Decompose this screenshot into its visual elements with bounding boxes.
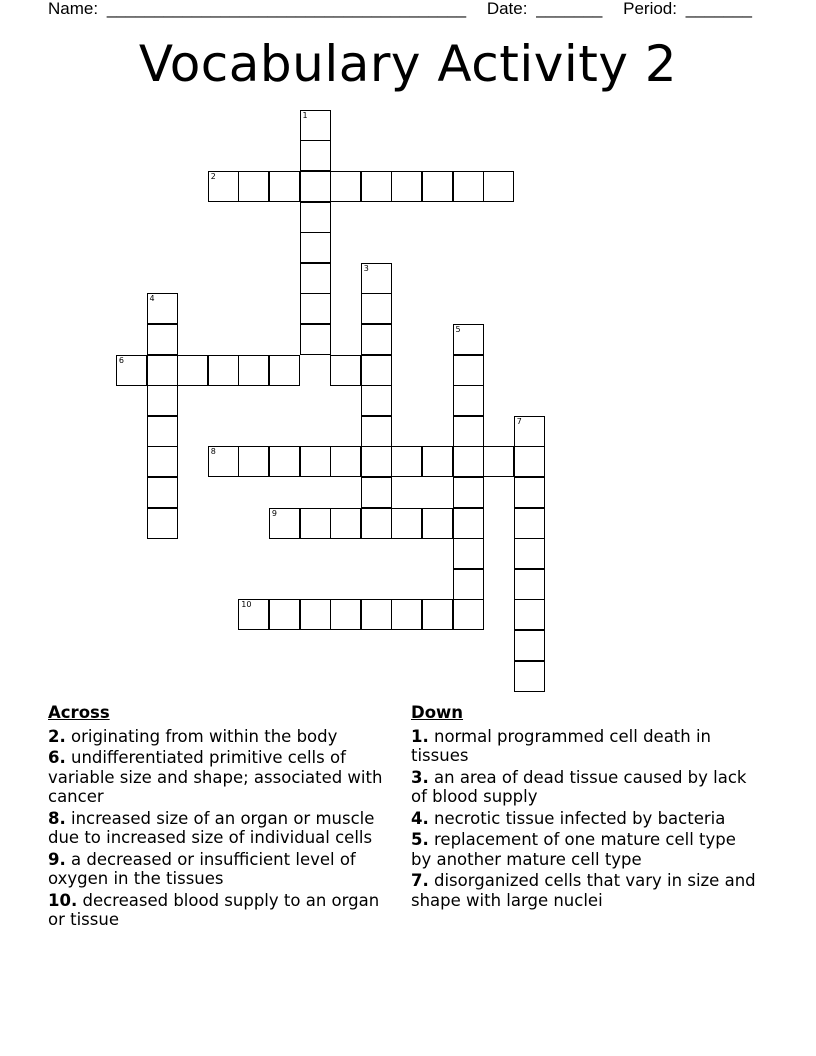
crossword-cell[interactable] [453, 385, 484, 416]
crossword-cell[interactable] [269, 171, 300, 202]
crossword-cell[interactable] [361, 477, 392, 508]
crossword-cell[interactable] [453, 477, 484, 508]
crossword-cell[interactable] [330, 355, 361, 386]
crossword-cell[interactable] [483, 171, 514, 202]
crossword-cell[interactable] [361, 171, 392, 202]
crossword-cell[interactable] [147, 446, 178, 477]
crossword-cell[interactable] [147, 385, 178, 416]
crossword-cell[interactable] [269, 446, 300, 477]
crossword-cell[interactable] [361, 446, 392, 477]
name-line[interactable]: ______________________________________ [106, 0, 467, 18]
crossword-cell[interactable] [300, 140, 331, 171]
crossword-cell[interactable] [453, 355, 484, 386]
crossword-cell[interactable] [514, 508, 545, 539]
crossword-cell[interactable] [483, 446, 514, 477]
period-line[interactable]: _______ [685, 0, 752, 18]
crossword-cell[interactable] [361, 324, 392, 355]
crossword-cell[interactable] [361, 293, 392, 324]
crossword-cell[interactable] [514, 416, 545, 447]
crossword-cell[interactable] [361, 385, 392, 416]
crossword-cell[interactable] [514, 477, 545, 508]
crossword-cell[interactable] [514, 538, 545, 569]
across-clues [48, 703, 398, 932]
crossword-cell[interactable] [208, 171, 239, 202]
crossword-cell[interactable] [208, 355, 239, 386]
crossword-cell[interactable] [361, 263, 392, 294]
crossword-cell[interactable] [453, 508, 484, 539]
crossword-cell[interactable] [330, 171, 361, 202]
crossword-cell[interactable] [300, 599, 331, 630]
name-label: Name: [48, 0, 99, 18]
crossword-cell[interactable] [300, 508, 331, 539]
crossword-cell[interactable] [361, 416, 392, 447]
clue-number: 3 [363, 263, 369, 273]
crossword-cell[interactable] [514, 569, 545, 600]
date-line[interactable]: _______ [536, 0, 603, 18]
crossword-cell[interactable] [330, 446, 361, 477]
crossword-cell[interactable] [514, 630, 545, 661]
clue-number: 1 [302, 110, 308, 120]
page-title: Vocabulary Activity 2 [138, 35, 678, 93]
crossword-cell[interactable] [391, 599, 422, 630]
crossword-cell[interactable] [300, 232, 331, 263]
clue-down-7: 7. disorganized cells that vary in size and shape with large nuclei [411, 871, 756, 910]
crossword-cell[interactable] [422, 446, 453, 477]
crossword-cell[interactable] [422, 171, 453, 202]
clue-across-8: 8. increased size of an organ or muscle due to increased size of individual cells [48, 808, 375, 847]
crossword-cell[interactable] [330, 508, 361, 539]
clue-across-9: 9. a decreased or insufficient level of oxygen in the tissues [48, 849, 356, 888]
crossword-cell[interactable] [269, 355, 300, 386]
date-label: Date: [486, 0, 528, 18]
clue-number: 6 [118, 355, 124, 365]
crossword-cell[interactable] [300, 293, 331, 324]
crossword-cell[interactable] [147, 324, 178, 355]
crossword-cell[interactable] [147, 293, 178, 324]
crossword-cell[interactable] [422, 508, 453, 539]
crossword-cell[interactable] [330, 599, 361, 630]
clue-number: 10 [241, 600, 252, 610]
crossword-cell[interactable] [300, 263, 331, 294]
crossword-cell[interactable] [177, 355, 208, 386]
crossword-cell[interactable] [238, 599, 269, 630]
period-label: Period: [623, 0, 677, 18]
clue-number: 5 [455, 325, 461, 334]
clue-number: 2 [210, 172, 216, 181]
crossword-cell[interactable] [361, 599, 392, 630]
down-heading: Down [411, 703, 464, 722]
crossword-cell[interactable] [269, 508, 300, 539]
crossword-cell[interactable] [453, 446, 484, 477]
crossword-cell[interactable] [391, 508, 422, 539]
crossword-cell[interactable] [238, 355, 269, 386]
clue-across-10: 10. decreased blood supply to an organ or tissue [48, 890, 380, 929]
down-clues [411, 703, 756, 912]
crossword-cell[interactable] [147, 416, 178, 447]
crossword-cell[interactable] [208, 446, 239, 477]
crossword-cell[interactable] [300, 202, 331, 233]
crossword-cell[interactable] [238, 446, 269, 477]
crossword-cell[interactable] [453, 171, 484, 202]
clue-across-2: 2. originating from within the body [48, 726, 338, 746]
crossword-cell[interactable] [514, 446, 545, 477]
crossword-cell[interactable] [453, 599, 484, 630]
crossword-cell[interactable] [147, 477, 178, 508]
crossword-cell[interactable] [361, 508, 392, 539]
crossword-cell[interactable] [453, 324, 484, 355]
across-heading: Across [48, 703, 110, 722]
crossword-cell[interactable] [300, 446, 331, 477]
crossword-cell[interactable] [116, 355, 147, 386]
crossword-cell[interactable] [453, 416, 484, 447]
clue-number: 8 [210, 447, 216, 457]
crossword-cell[interactable] [238, 171, 269, 202]
clue-number: 7 [516, 416, 522, 426]
clue-down-1: 1. normal programmed cell death in tissues [411, 726, 712, 765]
clue-number: 9 [271, 508, 277, 518]
clue-across-6: 6. undifferentiated primitive cells of variable size and shape; associated with cancer [48, 748, 383, 806]
clue-down-5: 5. replacement of one mature cell type by another mature cell type [411, 830, 736, 869]
crossword-cell[interactable] [147, 355, 178, 386]
crossword-cell[interactable] [147, 508, 178, 539]
crossword-cell[interactable] [514, 661, 545, 692]
crossword-cell[interactable] [300, 110, 331, 141]
clue-down-4: 4. necrotic tissue infected by bacteria [411, 808, 726, 828]
crossword-cell[interactable] [453, 569, 484, 600]
crossword-cell[interactable] [300, 324, 331, 355]
clue-down-3: 3. an area of dead tissue caused by lack of blood supply [411, 767, 747, 806]
crossword-cell[interactable] [514, 599, 545, 630]
crossword-cell[interactable] [300, 171, 331, 202]
clue-number: 4 [149, 294, 155, 304]
crossword-cell[interactable] [391, 446, 422, 477]
crossword-cell[interactable] [453, 538, 484, 569]
crossword-cell[interactable] [422, 599, 453, 630]
crossword-cell[interactable] [269, 599, 300, 630]
crossword-cell[interactable] [391, 171, 422, 202]
crossword-cell[interactable] [361, 355, 392, 386]
